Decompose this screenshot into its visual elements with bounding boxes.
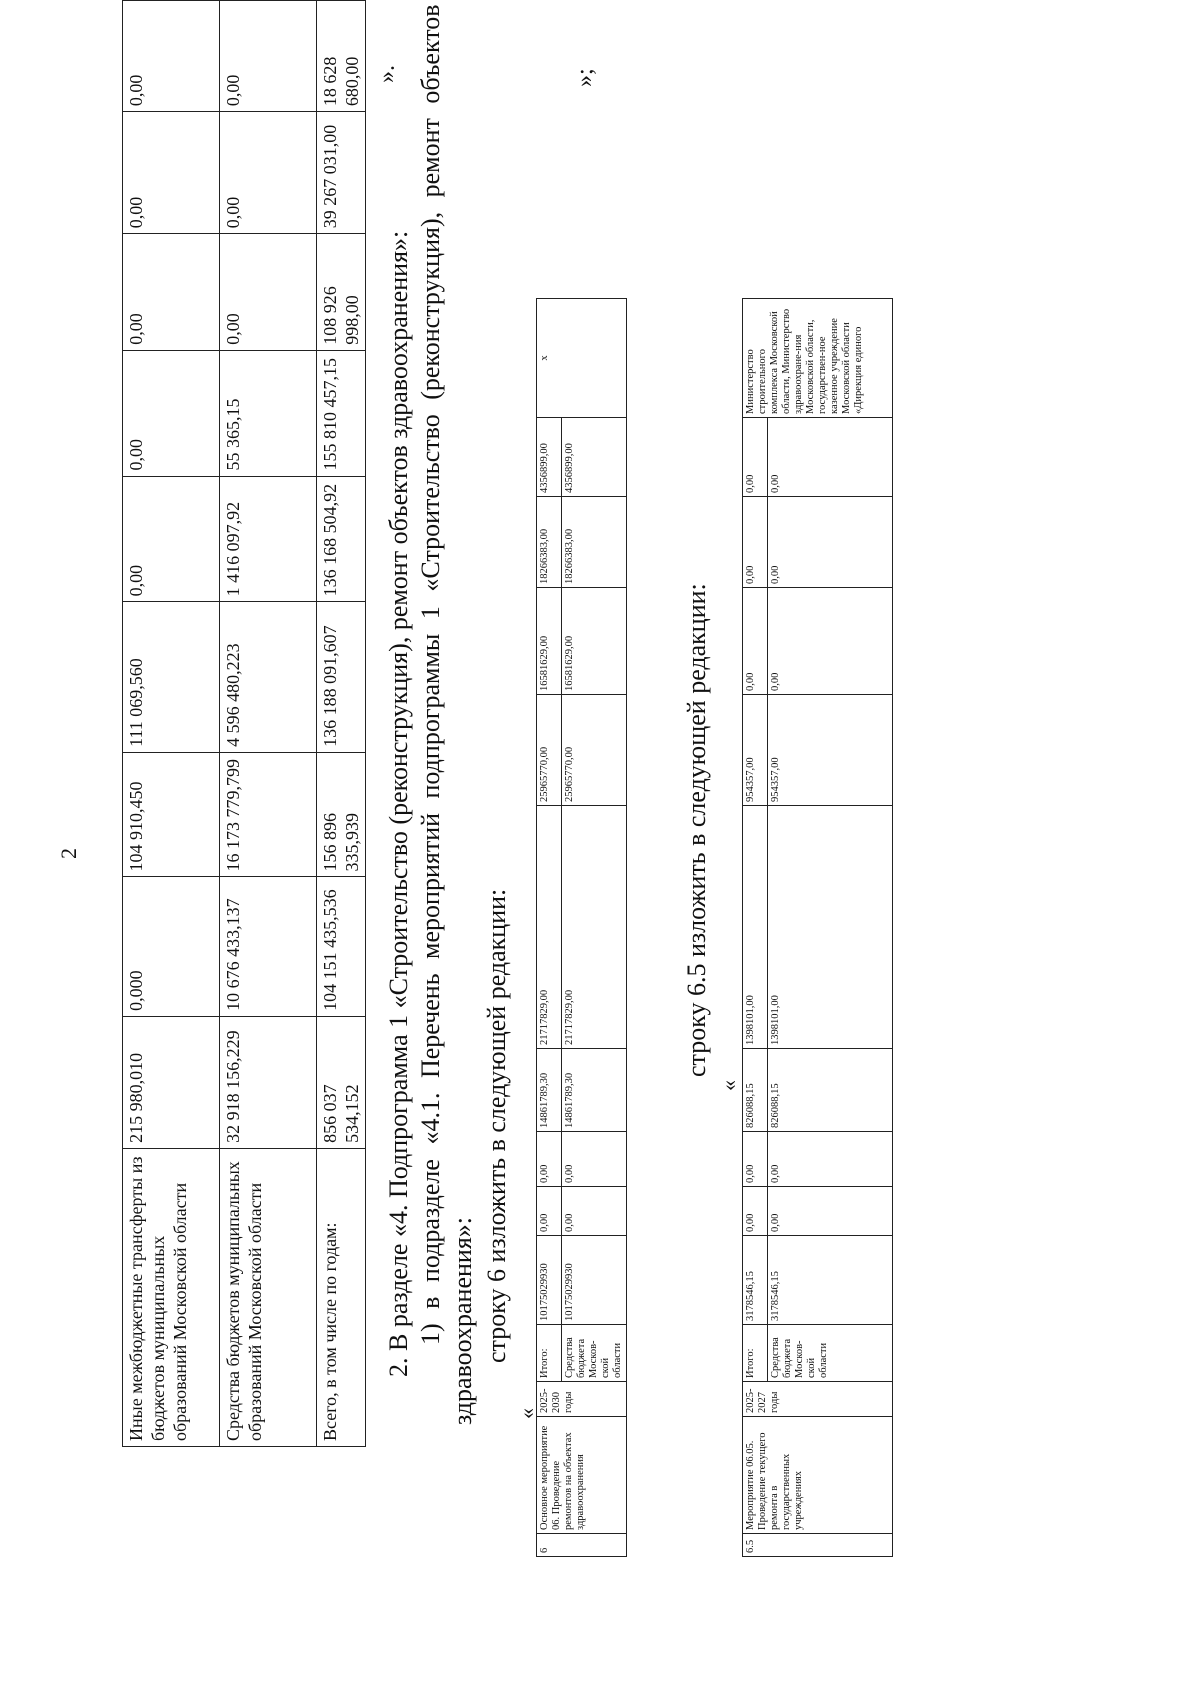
cell-value: 25965770,00 — [562, 695, 627, 806]
source-label: Итого: — [537, 1325, 562, 1382]
cell-value: 856 037 534,152 — [317, 1016, 366, 1148]
cell-value: 826088,15 — [743, 1049, 768, 1132]
table-row — [537, 299, 562, 1557]
cell-value: 0,00 — [743, 418, 768, 497]
responsible-cell: Министерство строительного комплекса Московской области, Министерство здравоохране-ния Московской области, государствен-ное казенное учреждение Московской области «Дирекция единого — [743, 299, 893, 418]
measure-name: Основное мероприятие 06. Проведение ремонтов на объектах здравоохранения — [537, 1417, 627, 1534]
cell-value: 0,00 — [123, 234, 220, 351]
cell-value: 826088,15 — [768, 1049, 893, 1132]
open-quote: « — [514, 1408, 539, 1419]
table-row — [220, 1, 317, 1447]
cell-value: 21717829,00 — [562, 806, 627, 1049]
cell-value: 0,00 — [562, 1187, 627, 1236]
cell-value: 0,00 — [123, 112, 220, 234]
row-label: Всего, в том числе по годам: — [317, 1148, 366, 1446]
cell-value: 0,00 — [537, 1132, 562, 1187]
row65-table — [742, 298, 893, 1557]
cell-value: 215 980,010 — [123, 1016, 220, 1148]
cell-value: 4356899,00 — [562, 418, 627, 497]
responsible-cell: x — [537, 299, 627, 418]
cell-value: 10175029930 — [537, 1236, 562, 1325]
cell-value: 39 267 031,00 — [317, 112, 366, 234]
cell-value: 32 918 156,229 — [220, 1016, 317, 1148]
cell-value: 0,00 — [768, 588, 893, 695]
row-number: 6.5 — [743, 1534, 893, 1557]
cell-value: 104 910,450 — [123, 752, 220, 877]
closing-quote: »; — [572, 68, 598, 87]
cell-value: 0,00 — [537, 1187, 562, 1236]
cell-value: 0,00 — [768, 418, 893, 497]
source-label: Итого: — [743, 1325, 768, 1382]
cell-value: 16581629,00 — [537, 588, 562, 695]
measure-name: Мероприятие 06.05. Проведение текущего ремонта в государственных учреждениях — [743, 1417, 893, 1534]
cell-value: 18266383,00 — [562, 497, 627, 588]
cell-value: 14861789,30 — [562, 1049, 627, 1132]
paragraph-line: здравоохранения»: — [448, 1216, 477, 1425]
section-heading: 2. В разделе «4. Подпрограмма 1 «Строительство (реконструкция), ремонт объектов здравоохранения»: — [384, 230, 413, 1377]
paragraph-line: 1) в подразделе «4.1. Перечень мероприятий подпрограммы 1 «Строительство (реконструкция), ремонт объектов — [416, 4, 445, 1345]
cell-value: 18 628 680,00 — [317, 1, 366, 112]
cell-value: 136 188 091,607 — [317, 602, 366, 753]
cell-value: 0,00 — [768, 497, 893, 588]
cell-value: 1398101,00 — [743, 806, 768, 1049]
cell-value: 1398101,00 — [768, 806, 893, 1049]
cell-value: 1 416 097,92 — [220, 476, 317, 602]
cell-value: 0,00 — [743, 588, 768, 695]
cell-value: 0,00 — [743, 1132, 768, 1187]
cell-value: 136 168 504,92 — [317, 476, 366, 602]
cell-value: 0,00 — [123, 1, 220, 112]
cell-value: 0,00 — [768, 1187, 893, 1236]
cell-value: 4356899,00 — [537, 418, 562, 497]
cell-value: 954357,00 — [743, 695, 768, 806]
cell-value: 10175029930 — [562, 1236, 627, 1325]
table-row — [123, 1, 220, 1447]
source-label: Средства бюджета Москов-ской области — [768, 1325, 893, 1382]
cell-value: 156 896 335,939 — [317, 752, 366, 877]
cell-value: 4 596 480,223 — [220, 602, 317, 753]
row6-table — [536, 298, 627, 1557]
funding-table — [122, 0, 366, 1447]
measure-years: 2025-2027 годы — [743, 1382, 893, 1417]
table-row — [768, 299, 893, 1557]
closing-quote: ». — [374, 65, 400, 83]
cell-value: 954357,00 — [768, 695, 893, 806]
cell-value: 104 151 435,536 — [317, 877, 366, 1016]
cell-value: 0,00 — [220, 112, 317, 234]
paragraph-line: строку 6.5 изложить в следующей редакции: — [682, 583, 711, 1077]
cell-value: 14861789,30 — [537, 1049, 562, 1132]
cell-value: 21717829,00 — [537, 806, 562, 1049]
cell-value: 0,00 — [743, 497, 768, 588]
page-number: 2 — [56, 848, 81, 859]
paragraph-line: строку 6 изложить в следующей редакции: — [482, 888, 511, 1363]
cell-value: 16581629,00 — [562, 588, 627, 695]
cell-value: 55 365,15 — [220, 350, 317, 476]
cell-value: 111 069,560 — [123, 602, 220, 753]
cell-value: 3178546,15 — [743, 1236, 768, 1325]
row-label: Средства бюджетов муниципальных образований Московской области — [220, 1148, 317, 1446]
source-label: Средства бюджета Москов-ской области — [562, 1325, 627, 1382]
cell-value: 18266383,00 — [537, 497, 562, 588]
cell-value: 155 810 457,15 — [317, 350, 366, 476]
cell-value: 108 926 998,00 — [317, 234, 366, 351]
row-number: 6 — [537, 1534, 627, 1557]
cell-value: 0,00 — [743, 1187, 768, 1236]
cell-value: 0,00 — [562, 1132, 627, 1187]
open-quote: « — [716, 1080, 741, 1091]
measure-years: 2025-2030 годы — [537, 1382, 627, 1417]
cell-value: 0,00 — [123, 350, 220, 476]
table-row-total — [317, 1, 366, 1447]
table-row — [743, 299, 768, 1557]
cell-value: 3178546,15 — [768, 1236, 893, 1325]
cell-value: 0,00 — [220, 234, 317, 351]
cell-value: 10 676 433,137 — [220, 877, 317, 1016]
cell-value: 0,000 — [123, 877, 220, 1016]
cell-value: 25965770,00 — [537, 695, 562, 806]
row-label: Иные межбюджетные трансферты из бюджетов муниципальных образований Московской области — [123, 1148, 220, 1446]
cell-value: 0,00 — [123, 476, 220, 602]
table-row — [562, 299, 627, 1557]
cell-value: 16 173 779,799 — [220, 752, 317, 877]
cell-value: 0,00 — [220, 1, 317, 112]
cell-value: 0,00 — [768, 1132, 893, 1187]
